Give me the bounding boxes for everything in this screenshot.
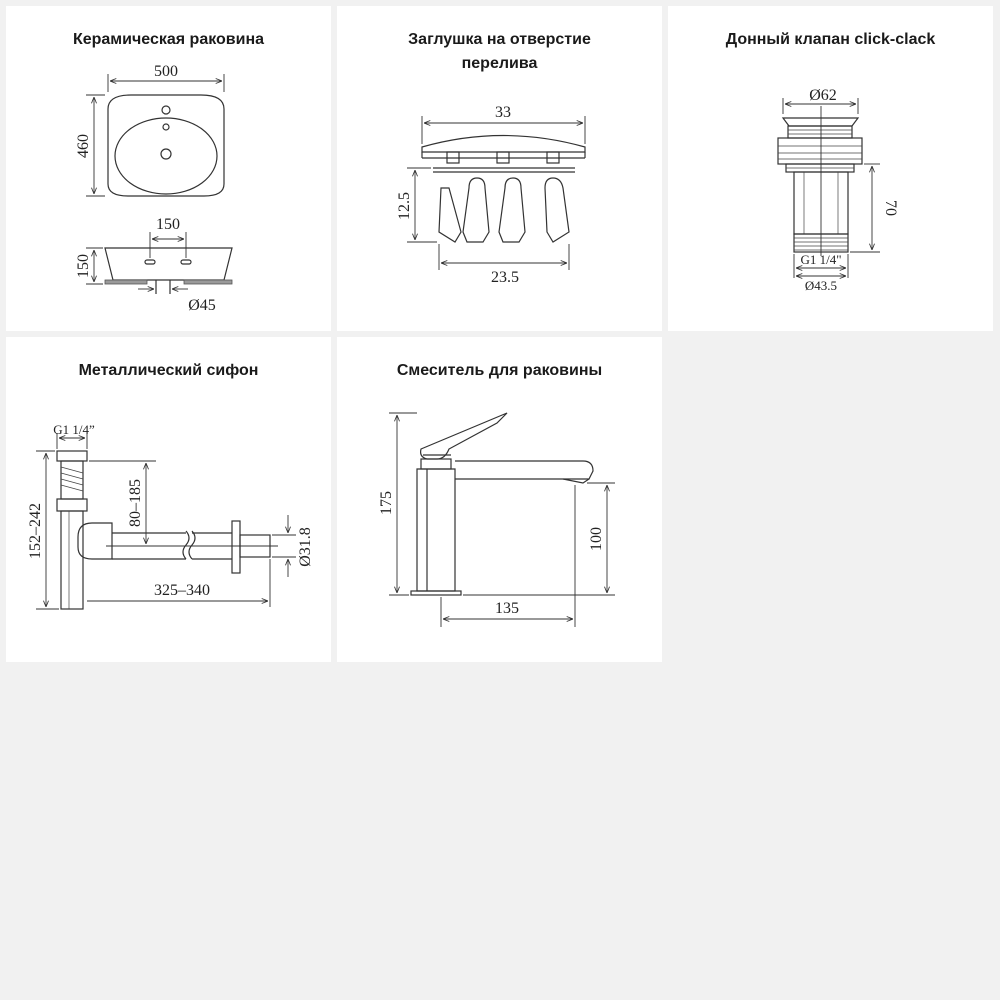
overflow-drawing [337, 6, 662, 331]
mixer-drawing [337, 337, 662, 662]
overflow-height-label: 12.5 [396, 192, 413, 220]
siphon-drawing [6, 337, 331, 662]
sink-hole-spacing-label: 150 [156, 216, 180, 233]
sink-title: Керамическая раковина [72, 31, 265, 48]
valve-bottom-diameter-label: Ø43.5 [804, 278, 838, 293]
mixer-card [337, 337, 662, 662]
sink-drawing [6, 6, 331, 331]
overflow-card [337, 6, 662, 331]
overflow-bottom-width-label: 23.5 [491, 269, 519, 286]
overflow-title-line2: перелива [461, 55, 538, 72]
siphon-pipe-diameter-label: Ø31.8 [297, 527, 314, 567]
siphon-height-label: 152–242 [27, 503, 44, 559]
mixer-spout-height-label: 100 [588, 527, 605, 551]
valve-height-label: 70 [882, 200, 899, 216]
mixer-reach-label: 135 [495, 600, 519, 617]
valve-title: Донный клапан click-clack [725, 31, 936, 48]
sink-card [6, 6, 331, 331]
siphon-drop-label: 80–185 [127, 479, 144, 527]
siphon-thread-label: G1 1/4” [53, 422, 95, 437]
sink-width-label: 500 [154, 63, 178, 80]
sink-depth-label: 150 [75, 254, 92, 278]
overflow-top-width-label: 33 [495, 104, 511, 121]
valve-thread-label: G1 1/4" [800, 252, 842, 267]
mixer-height-label: 175 [378, 491, 395, 515]
sink-drain-diameter-label: Ø45 [188, 297, 216, 314]
valve-card [668, 6, 993, 331]
sink-height-label: 460 [75, 134, 92, 158]
siphon-length-label: 325–340 [154, 582, 210, 599]
valve-drawing [668, 6, 993, 331]
siphon-title: Металлический сифон [78, 362, 259, 379]
mixer-title: Смеситель для раковины [396, 362, 603, 379]
valve-cap-diameter-label: Ø62 [809, 87, 837, 104]
siphon-card [6, 337, 331, 662]
overflow-title-line1: Заглушка на отверстие [408, 31, 591, 48]
